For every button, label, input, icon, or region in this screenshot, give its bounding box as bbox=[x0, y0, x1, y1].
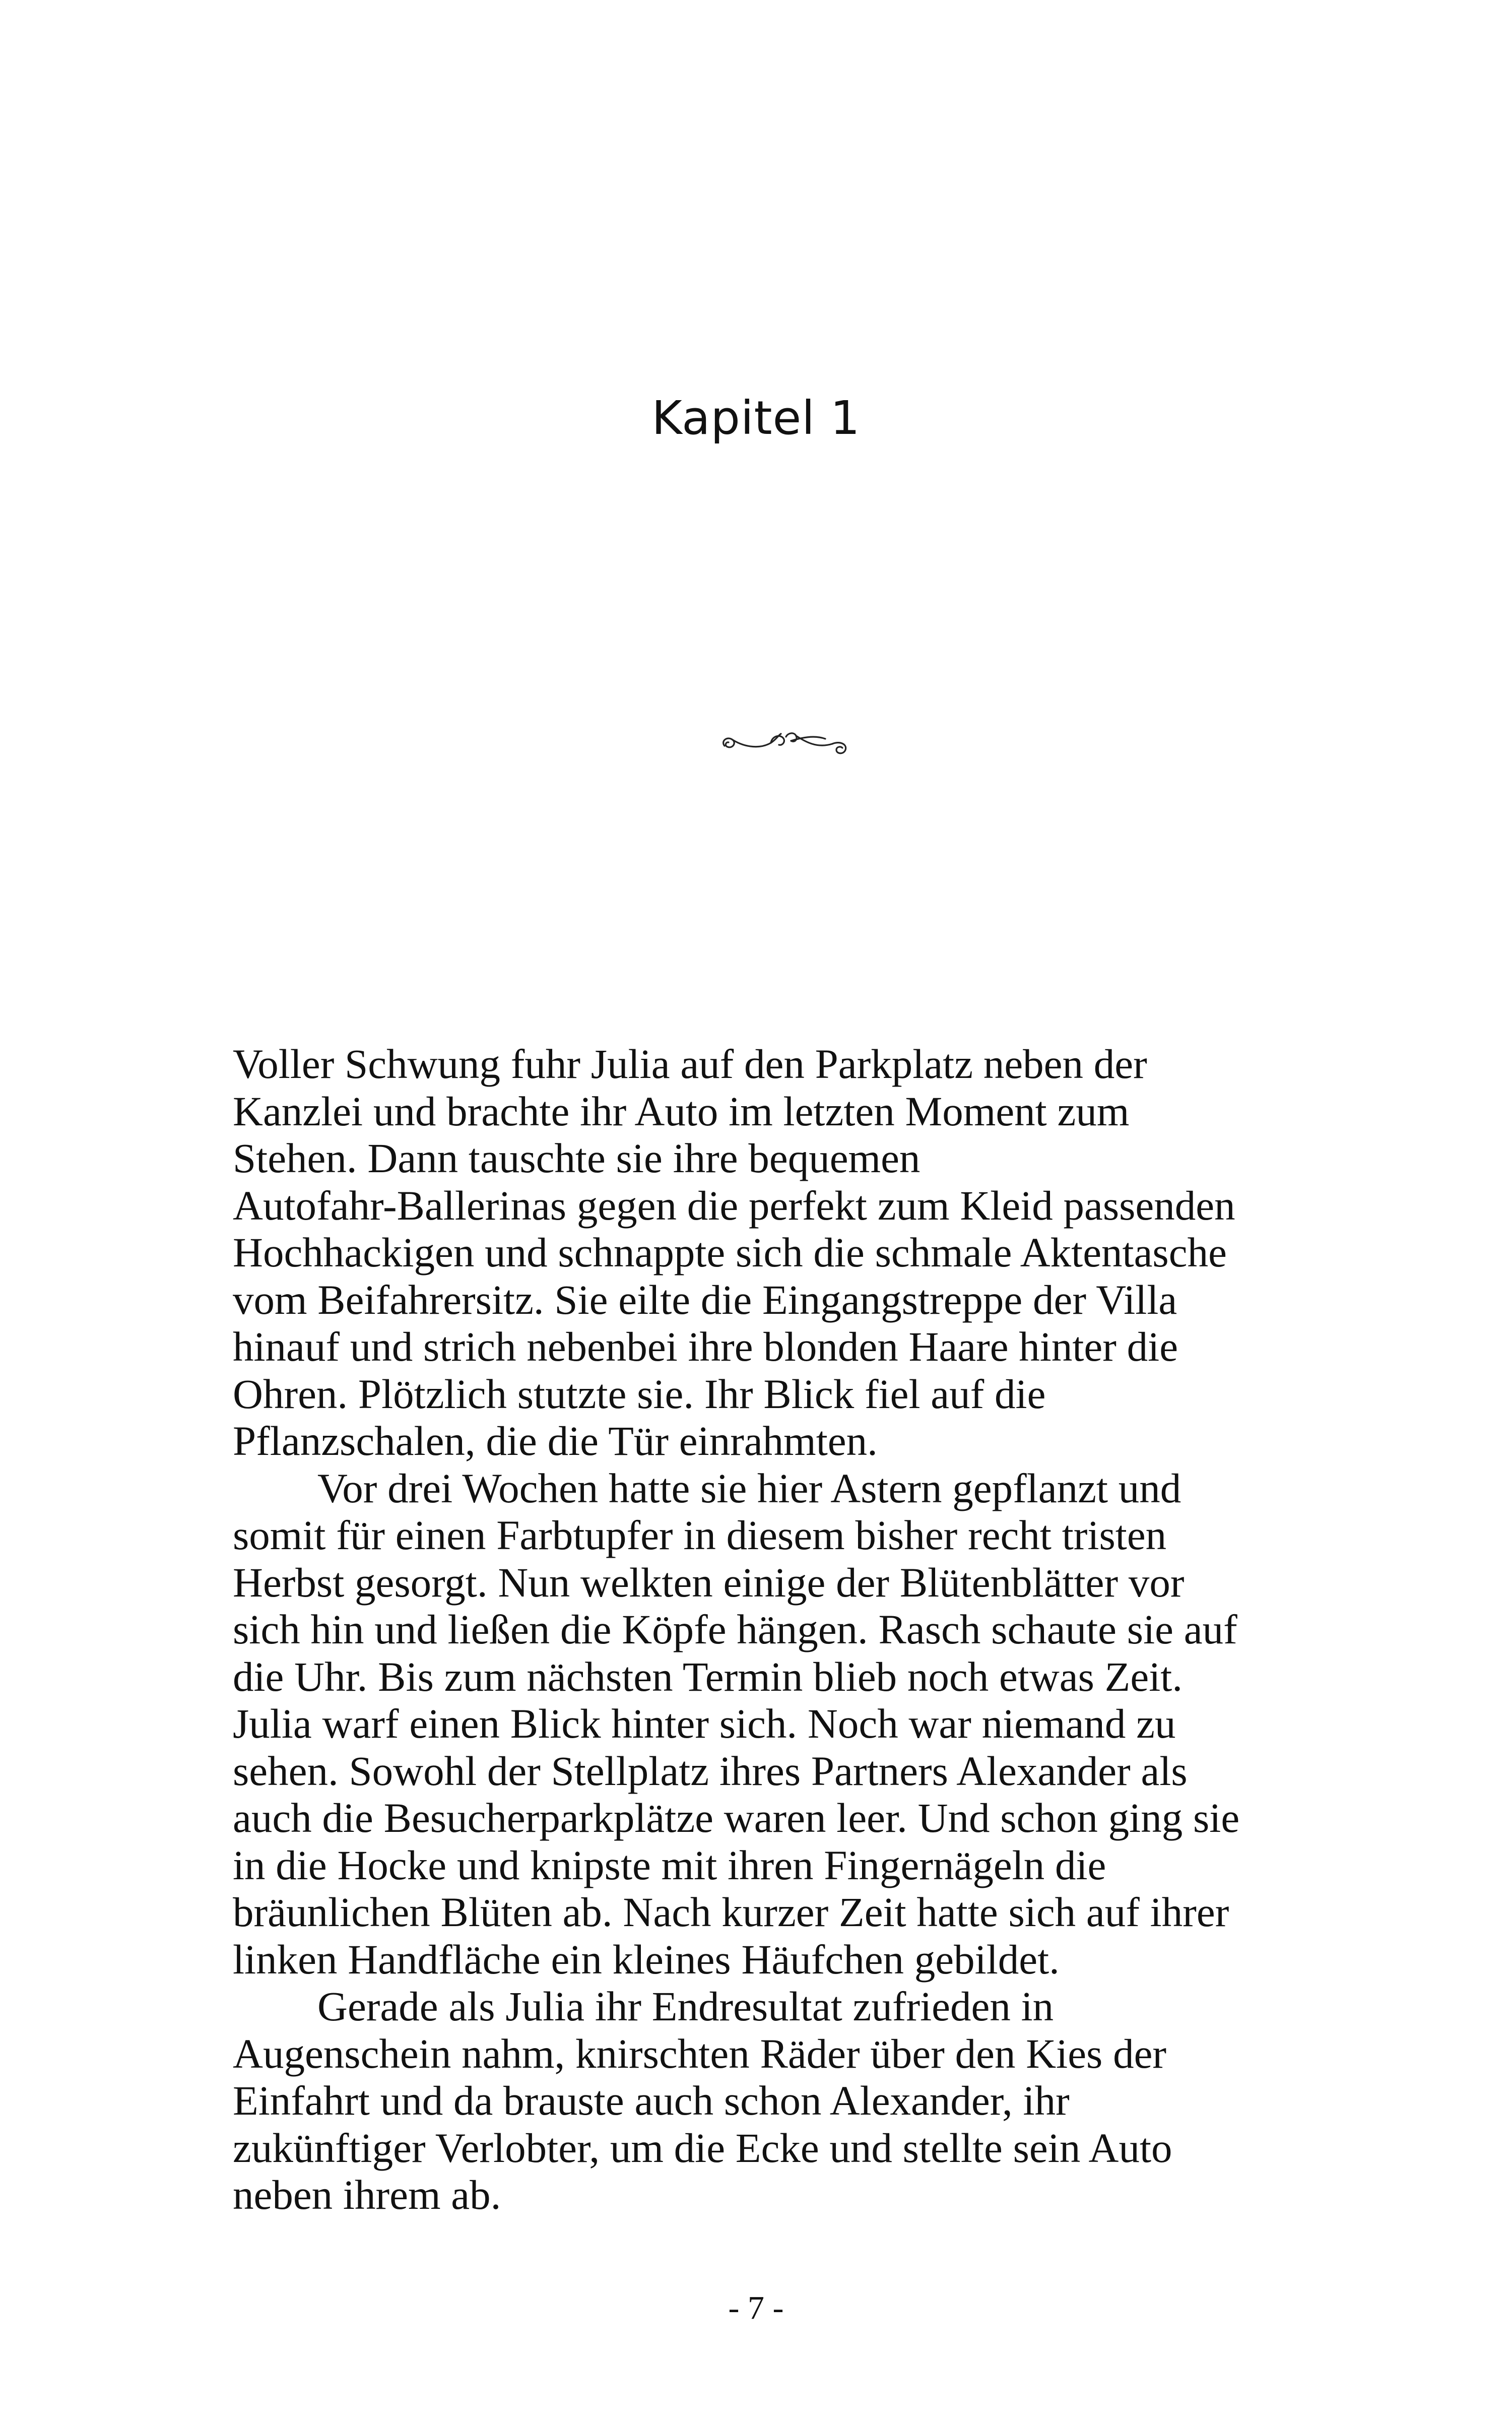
paragraph-line: sich hin und ließen die Köpfe hängen. Rasch schaute sie auf bbox=[233, 1606, 1237, 1652]
paragraph-line: Julia warf einen Blick hinter sich. Noch war niemand zu bbox=[233, 1700, 1176, 1747]
paragraph-line: in die Hocke und knipste mit ihren Fingernägeln die bbox=[233, 1841, 1106, 1888]
paragraph-line: zukünftiger Verlobter, um die Ecke und stellte sein Auto bbox=[233, 2124, 1172, 2171]
paragraph-line: Kanzlei und brachte ihr Auto im letzten Moment zum bbox=[233, 1088, 1130, 1134]
paragraph-line: Augenschein nahm, knirschten Räder über den Kies der bbox=[233, 2030, 1167, 2077]
paragraph-line: Ohren. Plötzlich stutzte sie. Ihr Blick fiel auf die bbox=[233, 1370, 1046, 1417]
paragraph-line: Pflanzschalen, die die Tür einrahmten. bbox=[233, 1418, 878, 1464]
paragraph-line: Stehen. Dann tauschte sie ihre bequemen bbox=[233, 1135, 921, 1181]
paragraph-line: sehen. Sowohl der Stellplatz ihres Partners Alexander als bbox=[233, 1747, 1188, 1794]
paragraph-line: Voller Schwung fuhr Julia auf den Parkplatz neben der bbox=[233, 1041, 1147, 1087]
paragraph-line: Autofahr-Ballerinas gegen die perfekt zum Kleid passenden bbox=[233, 1182, 1235, 1229]
paragraph-line: Hochhackigen und schnappte sich die schmale Aktentasche bbox=[233, 1229, 1227, 1276]
paragraph-line: hinauf und strich nebenbei ihre blonden Haare hinter die bbox=[233, 1323, 1178, 1370]
paragraph-line: Herbst gesorgt. Nun welkten einige der Blütenblätter vor bbox=[233, 1559, 1185, 1606]
paragraph-line: bräunlichen Blüten ab. Nach kurzer Zeit hatte sich auf ihrer bbox=[233, 1889, 1229, 1935]
paragraph-line: somit für einen Farbtupfer in diesem bisher recht tristen bbox=[233, 1512, 1167, 1558]
paragraph-line: Vor drei Wochen hatte sie hier Astern gepflanzt und bbox=[317, 1464, 1181, 1511]
chapter-body bbox=[233, 1041, 1341, 2219]
page-number: - 7 - bbox=[728, 2289, 784, 2326]
paragraph-line: Gerade als Julia ihr Endresultat zufrieden in bbox=[317, 1983, 1054, 2029]
paragraph-line: vom Beifahrersitz. Sie eilte die Eingangstreppe der Villa bbox=[233, 1276, 1177, 1323]
paragraph-line: die Uhr. Bis zum nächsten Termin blieb noch etwas Zeit. bbox=[233, 1653, 1183, 1700]
paragraph-line: auch die Besucherparkplätze waren leer. Und schon ging sie bbox=[233, 1795, 1240, 1841]
flourish-divider-icon bbox=[715, 726, 857, 761]
paragraph-line: neben ihrem ab. bbox=[233, 2172, 501, 2218]
paragraph-line: Einfahrt und da brauste auch schon Alexander, ihr bbox=[233, 2077, 1070, 2124]
chapter-title: Kapitel 1 bbox=[651, 391, 861, 445]
paragraph-line: linken Handfläche ein kleines Häufchen gebildet. bbox=[233, 1936, 1060, 1983]
